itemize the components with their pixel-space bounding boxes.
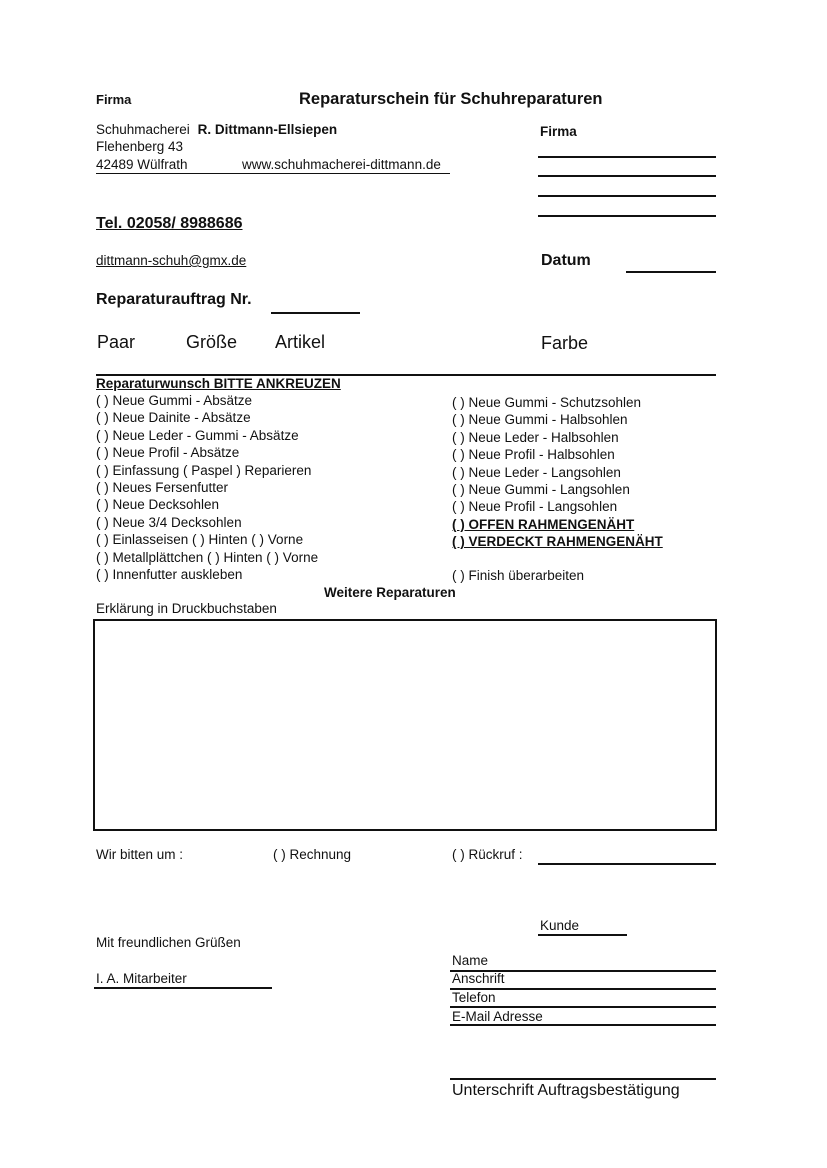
checklist-left xyxy=(96,392,318,583)
rueckruf-field[interactable] xyxy=(538,863,716,865)
kunde-telefon-label: Telefon xyxy=(452,990,496,1005)
company-name-line xyxy=(96,122,337,137)
column-farbe: Farbe xyxy=(541,333,589,353)
company-email[interactable]: dittmann-schuh@gmx.de xyxy=(96,253,247,268)
further-repairs-title: Weitere Reparaturen xyxy=(324,585,456,600)
checklist-item[interactable]: ( ) Neue Gummi - Schutzsohlen xyxy=(452,395,642,410)
checklist-item[interactable]: ( ) Neues Fersenfutter xyxy=(96,480,229,496)
checklist-item-offen-rahmengenaeht[interactable]: ( ) OFFEN RAHMENGENÄHT xyxy=(452,516,635,532)
checklist-item[interactable]: ( ) Neue Gummi - Langsohlen xyxy=(452,482,630,498)
staff-signature-line[interactable] xyxy=(94,987,272,989)
firma-line-1[interactable] xyxy=(538,156,716,158)
checklist-item[interactable]: ( ) Einlasseisen ( ) Hinten ( ) Vorne xyxy=(96,532,304,548)
kunde-underline xyxy=(538,934,627,936)
checklist-item[interactable]: ( ) Neue Profil - Langsohlen xyxy=(452,499,618,515)
request-label: Wir bitten um : xyxy=(96,847,184,862)
kunde-telefon-field[interactable] xyxy=(450,1006,716,1008)
company-phone: Tel. 02058/ 8988686 xyxy=(96,215,243,232)
greeting: Mit freundlichen Grüßen xyxy=(96,935,241,950)
column-artikel: Artikel xyxy=(275,332,326,352)
checklist-item[interactable]: ( ) Neue Leder - Gummi - Absätze xyxy=(96,427,299,443)
column-paar: Paar xyxy=(97,332,136,352)
checklist-item[interactable]: ( ) Neue Profil - Halbsohlen xyxy=(452,447,615,463)
column-groesse: Größe xyxy=(186,332,238,352)
checklist-item[interactable]: ( ) Einfassung ( Paspel ) Reparieren xyxy=(96,462,312,478)
order-number-label: Reparaturauftrag Nr. xyxy=(96,291,252,308)
request-rueckruf-option[interactable]: ( ) Rückruf : xyxy=(452,847,523,862)
kunde-name-label: Name xyxy=(452,953,489,968)
checklist-item[interactable]: ( ) Neue Gummi - Absätze xyxy=(96,393,253,408)
kunde-email-field[interactable] xyxy=(450,1024,716,1026)
company-website: www.schuhmacherei-dittmann.de xyxy=(242,157,441,172)
company-street: Flehenberg 43 xyxy=(96,139,184,154)
checklist-item[interactable]: ( ) Neue Dainite - Absätze xyxy=(96,410,251,426)
datum-label: Datum xyxy=(541,252,591,269)
checklist-item[interactable]: ( ) Neue Gummi - Halbsohlen xyxy=(452,412,628,428)
checklist-item[interactable]: ( ) Neue Decksohlen xyxy=(96,497,220,513)
confirmation-signature-label: Unterschrift Auftragsbestätigung xyxy=(452,1082,680,1099)
explanation-textbox[interactable] xyxy=(93,619,717,831)
confirmation-signature-line[interactable] xyxy=(450,1078,716,1080)
page-title: Reparaturschein für Schuhreparaturen xyxy=(299,90,603,108)
kunde-label: Kunde xyxy=(540,918,580,933)
firma-label-left: Firma xyxy=(96,92,132,107)
checklist-right xyxy=(452,394,663,551)
address-underline xyxy=(96,173,450,174)
firma-line-3[interactable] xyxy=(538,195,716,197)
request-rechnung-option[interactable]: ( ) Rechnung xyxy=(273,847,352,862)
order-number-field[interactable] xyxy=(271,312,360,314)
checklist-item-finish[interactable]: ( ) Finish überarbeiten xyxy=(452,568,585,583)
explanation-label: Erklärung in Druckbuchstaben xyxy=(96,601,277,616)
checklist-item[interactable]: ( ) Neue Profil - Absätze xyxy=(96,445,240,461)
checklist-title: Reparaturwunsch BITTE ANKREUZEN xyxy=(96,376,341,391)
datum-field[interactable] xyxy=(626,271,716,273)
firma-line-4[interactable] xyxy=(538,215,716,217)
company-name: R. Dittmann-Ellsiepen xyxy=(197,122,338,137)
checklist-item[interactable]: ( ) Innenfutter auskleben xyxy=(96,567,243,583)
checklist-item[interactable]: ( ) Metallplättchen ( ) Hinten ( ) Vorne xyxy=(96,549,319,565)
company-city: 42489 Wülfrath xyxy=(96,157,188,172)
firma-label-right: Firma xyxy=(540,124,577,139)
checklist-item[interactable]: ( ) Neue Leder - Langsohlen xyxy=(452,464,621,480)
checklist-item[interactable]: ( ) Neue 3/4 Decksohlen xyxy=(96,514,242,530)
staff-signature-label: I. A. Mitarbeiter xyxy=(96,971,187,986)
firma-line-2[interactable] xyxy=(538,175,716,177)
checklist-item[interactable]: ( ) Neue Leder - Halbsohlen xyxy=(452,429,619,445)
checklist-item-verdeckt-rahmengenaeht[interactable]: ( ) VERDECKT RAHMENGENÄHT xyxy=(452,534,663,550)
company-name-prefix: Schuhmacherei xyxy=(96,122,190,137)
kunde-anschrift-label: Anschrift xyxy=(452,971,505,986)
kunde-email-label: E-Mail Adresse xyxy=(452,1009,543,1024)
